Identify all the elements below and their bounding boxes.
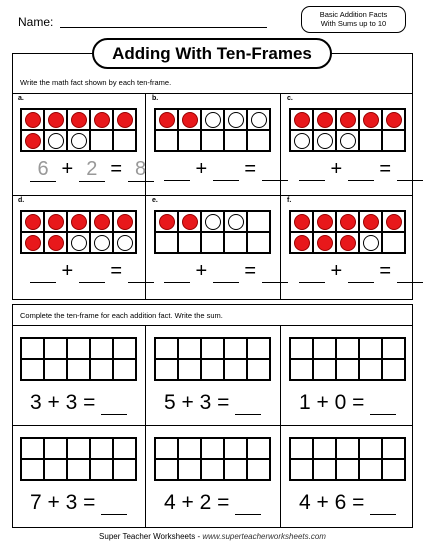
red-counter [182,112,198,128]
red-counter [71,112,87,128]
ten-frame-cell [224,232,247,253]
ten-frame-cell [90,130,113,151]
ten-frame[interactable] [154,337,271,381]
red-counter [386,112,402,128]
part1-grid-line-top [12,93,413,94]
answer-blank[interactable] [397,264,423,283]
ten-frame-cell[interactable] [67,359,90,380]
ten-frame-cell[interactable] [21,459,44,480]
ten-frame-cell [247,232,270,253]
red-counter [340,214,356,230]
ten-frame-cell[interactable] [313,359,336,380]
addition-fact [299,491,396,515]
ten-frame[interactable] [20,337,137,381]
addition-fact [30,391,127,415]
footer-separator: - [195,532,203,541]
ten-frame-cell [359,232,382,253]
ten-frame-cell[interactable] [44,459,67,480]
ten-frame-cell [382,109,405,130]
part1-grid-line-mid [12,195,413,196]
ten-frame-cell[interactable] [44,438,67,459]
plus-sign: + [325,260,348,282]
red-counter [340,112,356,128]
ten-frame [20,108,137,152]
ten-frame-cell [247,109,270,130]
traced-number[interactable]: 8 [128,158,154,182]
problem-label: f. [287,197,292,204]
ten-frame-cell [90,109,113,130]
ten-frame-cell [155,211,178,232]
ten-frame-cell [155,232,178,253]
red-counter [182,214,198,230]
equals-sign: = [373,260,397,282]
part2-grid-line-v1 [145,325,146,528]
ten-frame-cell [178,232,201,253]
equals-sign: = [104,260,128,282]
red-counter [363,112,379,128]
red-counter [340,235,356,251]
ten-frame-cell[interactable] [90,438,113,459]
addition-fact [30,491,127,515]
ten-frame-cell[interactable] [336,438,359,459]
math-fact [299,260,423,283]
ten-frame-cell[interactable] [44,359,67,380]
ten-frame-cell [113,232,136,253]
problem-label: e. [152,197,158,204]
ten-frame-cell[interactable] [313,438,336,459]
red-counter [159,214,175,230]
ten-frame-cell [113,109,136,130]
red-counter [317,235,333,251]
plus-sign: + [325,158,348,180]
addition-fact-text: 3 + 3 = [30,391,102,414]
ten-frame-cell[interactable] [359,359,382,380]
topic-line-2: With Sums up to 10 [320,19,387,28]
ten-frame-cell [155,109,178,130]
ten-frame-cell[interactable] [247,459,270,480]
ten-frame-cell[interactable] [21,359,44,380]
empty-counter [48,133,64,149]
ten-frame-cell[interactable] [90,359,113,380]
ten-frame [20,210,137,254]
ten-frame-cell [313,109,336,130]
ten-frame-cell [113,211,136,232]
ten-frame-cell[interactable] [178,338,201,359]
ten-frame-cell[interactable] [224,338,247,359]
red-counter [363,214,379,230]
ten-frame-cell[interactable] [113,338,136,359]
ten-frame[interactable] [289,337,406,381]
ten-frame-cell [313,232,336,253]
empty-counter [294,133,310,149]
ten-frame-cell [382,130,405,151]
part2-grid-line-mid [12,425,413,426]
ten-frame-cell[interactable] [201,459,224,480]
ten-frame-cell[interactable] [224,359,247,380]
empty-counter [71,133,87,149]
math-fact [164,260,288,283]
footer-brand: Super Teacher Worksheets [99,532,196,541]
math-fact [164,158,288,181]
ten-frame-cell [21,211,44,232]
ten-frame-cell [201,211,224,232]
ten-frame-cell [359,109,382,130]
ten-frame-cell [67,130,90,151]
math-fact [30,158,154,182]
ten-frame-cell [382,232,405,253]
ten-frame-cell[interactable] [224,459,247,480]
traced-number[interactable]: 6 [30,158,56,182]
red-counter [94,112,110,128]
red-counter [117,214,133,230]
ten-frame-cell[interactable] [224,438,247,459]
ten-frame-cell [67,232,90,253]
ten-frame-cell [21,232,44,253]
math-fact [299,158,423,181]
ten-frame-cell [290,109,313,130]
footer-url[interactable]: www.superteacherworksheets.com [202,532,326,541]
ten-frame-cell[interactable] [21,438,44,459]
ten-frame-cell [247,211,270,232]
problem-label: c. [287,95,293,102]
red-counter [48,112,64,128]
name-line[interactable] [60,27,267,28]
answer-blank[interactable] [348,264,374,283]
equals-sign: = [104,158,128,180]
ten-frame-cell [336,109,359,130]
ten-frame-cell[interactable] [113,459,136,480]
ten-frame-cell [201,130,224,151]
ten-frame-cell[interactable] [290,438,313,459]
empty-counter [205,214,221,230]
ten-frame-cell [21,109,44,130]
ten-frame-cell[interactable] [178,438,201,459]
answer-blank[interactable] [164,162,190,181]
ten-frame-cell [224,130,247,151]
answer-blank[interactable] [213,264,239,283]
addition-fact-text: 1 + 0 = [299,391,371,414]
ten-frame-cell [313,130,336,151]
addition-fact-text: 4 + 2 = [164,491,236,514]
ten-frame-cell[interactable] [313,459,336,480]
empty-counter [317,133,333,149]
ten-frame-cell[interactable] [382,338,405,359]
equals-sign: = [373,158,397,180]
ten-frame-cell [178,109,201,130]
answer-blank[interactable] [299,162,325,181]
ten-frame-cell [67,109,90,130]
ten-frame-cell[interactable] [382,459,405,480]
ten-frame-cell[interactable] [290,359,313,380]
ten-frame-cell[interactable] [359,338,382,359]
ten-frame-cell[interactable] [113,438,136,459]
ten-frame-cell [67,211,90,232]
ten-frame-cell [290,130,313,151]
ten-frame-cell[interactable] [359,459,382,480]
part2-grid-line-v2 [280,325,281,528]
ten-frame-cell[interactable] [336,359,359,380]
ten-frame [154,108,271,152]
red-counter [294,235,310,251]
ten-frame-cell[interactable] [336,338,359,359]
empty-counter [71,235,87,251]
plus-sign: + [190,260,213,282]
sum-blank[interactable] [235,496,261,515]
ten-frame-cell[interactable] [44,338,67,359]
name-label: Name: [18,15,54,29]
sum-blank[interactable] [235,396,261,415]
ten-frame-cell [290,232,313,253]
ten-frame-cell[interactable] [359,438,382,459]
ten-frame-cell[interactable] [201,359,224,380]
ten-frame [154,210,271,254]
math-fact [30,260,154,283]
red-counter [94,214,110,230]
ten-frame-cell[interactable] [90,459,113,480]
traced-number[interactable]: 2 [79,158,105,182]
answer-blank[interactable] [79,264,105,283]
answer-blank[interactable] [262,264,288,283]
ten-frame-cell [224,109,247,130]
answer-blank[interactable] [397,162,423,181]
ten-frame-cell[interactable] [336,459,359,480]
ten-frame-cell [201,232,224,253]
page-title: Adding With Ten-Frames [92,38,332,69]
topic-line-1: Basic Addition Facts [319,10,388,19]
ten-frame-cell[interactable] [290,459,313,480]
ten-frame-cell [113,130,136,151]
answer-blank[interactable] [128,264,154,283]
problem-label: b. [152,95,159,102]
addition-fact-text: 4 + 6 = [299,491,371,514]
answer-blank[interactable] [164,264,190,283]
ten-frame-cell [44,109,67,130]
addition-fact [299,391,396,415]
red-counter [317,214,333,230]
equals-sign: = [238,260,262,282]
empty-counter [117,235,133,251]
part2-grid-line-top [12,325,413,326]
plus-sign: + [56,260,79,282]
addition-fact-text: 5 + 3 = [164,391,236,414]
answer-blank[interactable] [262,162,288,181]
sum-blank[interactable] [101,496,127,515]
part2-instructions: Complete the ten-frame for each addition fact. Write the sum. [20,311,223,320]
ten-frame-cell[interactable] [67,338,90,359]
empty-counter [363,235,379,251]
ten-frame-cell[interactable] [201,438,224,459]
footer [0,532,425,541]
topic-badge [301,6,406,33]
red-counter [25,112,41,128]
answer-blank[interactable] [30,264,56,283]
ten-frame-cell[interactable] [247,338,270,359]
ten-frame-cell [290,211,313,232]
sum-blank[interactable] [370,496,396,515]
ten-frame-cell [336,130,359,151]
ten-frame-cell[interactable] [247,359,270,380]
ten-frame-cell[interactable] [247,438,270,459]
addition-fact [164,391,261,415]
red-counter [317,112,333,128]
ten-frame-cell [44,232,67,253]
ten-frame [289,210,406,254]
ten-frame-cell [336,211,359,232]
answer-blank[interactable] [299,264,325,283]
ten-frame-cell[interactable] [67,459,90,480]
equals-sign: = [238,158,262,180]
empty-counter [251,112,267,128]
ten-frame-cell [21,130,44,151]
ten-frame[interactable] [154,437,271,481]
ten-frame-cell[interactable] [90,338,113,359]
ten-frame-cell [178,130,201,151]
ten-frame-cell [44,130,67,151]
red-counter [25,133,41,149]
sum-blank[interactable] [101,396,127,415]
red-counter [71,214,87,230]
problem-label: d. [18,197,25,204]
ten-frame-cell [247,130,270,151]
ten-frame-cell [90,211,113,232]
red-counter [25,235,41,251]
ten-frame-cell[interactable] [155,459,178,480]
empty-counter [205,112,221,128]
plus-sign: + [56,158,79,180]
ten-frame-cell[interactable] [21,338,44,359]
red-counter [294,214,310,230]
answer-blank[interactable] [348,162,374,181]
ten-frame-cell [178,211,201,232]
ten-frame-cell [359,130,382,151]
red-counter [48,214,64,230]
ten-frame-cell[interactable] [155,359,178,380]
red-counter [294,112,310,128]
answer-blank[interactable] [213,162,239,181]
red-counter [159,112,175,128]
ten-frame-cell [359,211,382,232]
ten-frame-cell[interactable] [290,338,313,359]
addition-fact-text: 7 + 3 = [30,491,102,514]
ten-frame-cell [336,232,359,253]
empty-counter [228,112,244,128]
part1-instructions: Write the math fact shown by each ten-frame. [20,78,172,87]
empty-counter [94,235,110,251]
ten-frame[interactable] [289,437,406,481]
ten-frame-cell[interactable] [113,359,136,380]
ten-frame-cell [155,130,178,151]
ten-frame-cell [44,211,67,232]
ten-frame-cell [201,109,224,130]
problem-label: a. [18,95,24,102]
ten-frame-cell [382,211,405,232]
ten-frame-cell [224,211,247,232]
ten-frame-cell [313,211,336,232]
ten-frame-cell[interactable] [67,438,90,459]
ten-frame-cell [90,232,113,253]
sum-blank[interactable] [370,396,396,415]
red-counter [386,214,402,230]
ten-frame-cell[interactable] [155,338,178,359]
ten-frame [289,108,406,152]
addition-fact [164,491,261,515]
ten-frame-cell[interactable] [382,438,405,459]
empty-counter [228,214,244,230]
ten-frame[interactable] [20,437,137,481]
empty-counter [340,133,356,149]
red-counter [25,214,41,230]
ten-frame-cell[interactable] [178,359,201,380]
plus-sign: + [190,158,213,180]
ten-frame-cell[interactable] [178,459,201,480]
red-counter [48,235,64,251]
ten-frame-cell[interactable] [155,438,178,459]
ten-frame-cell[interactable] [201,338,224,359]
ten-frame-cell[interactable] [382,359,405,380]
ten-frame-cell[interactable] [313,338,336,359]
red-counter [117,112,133,128]
